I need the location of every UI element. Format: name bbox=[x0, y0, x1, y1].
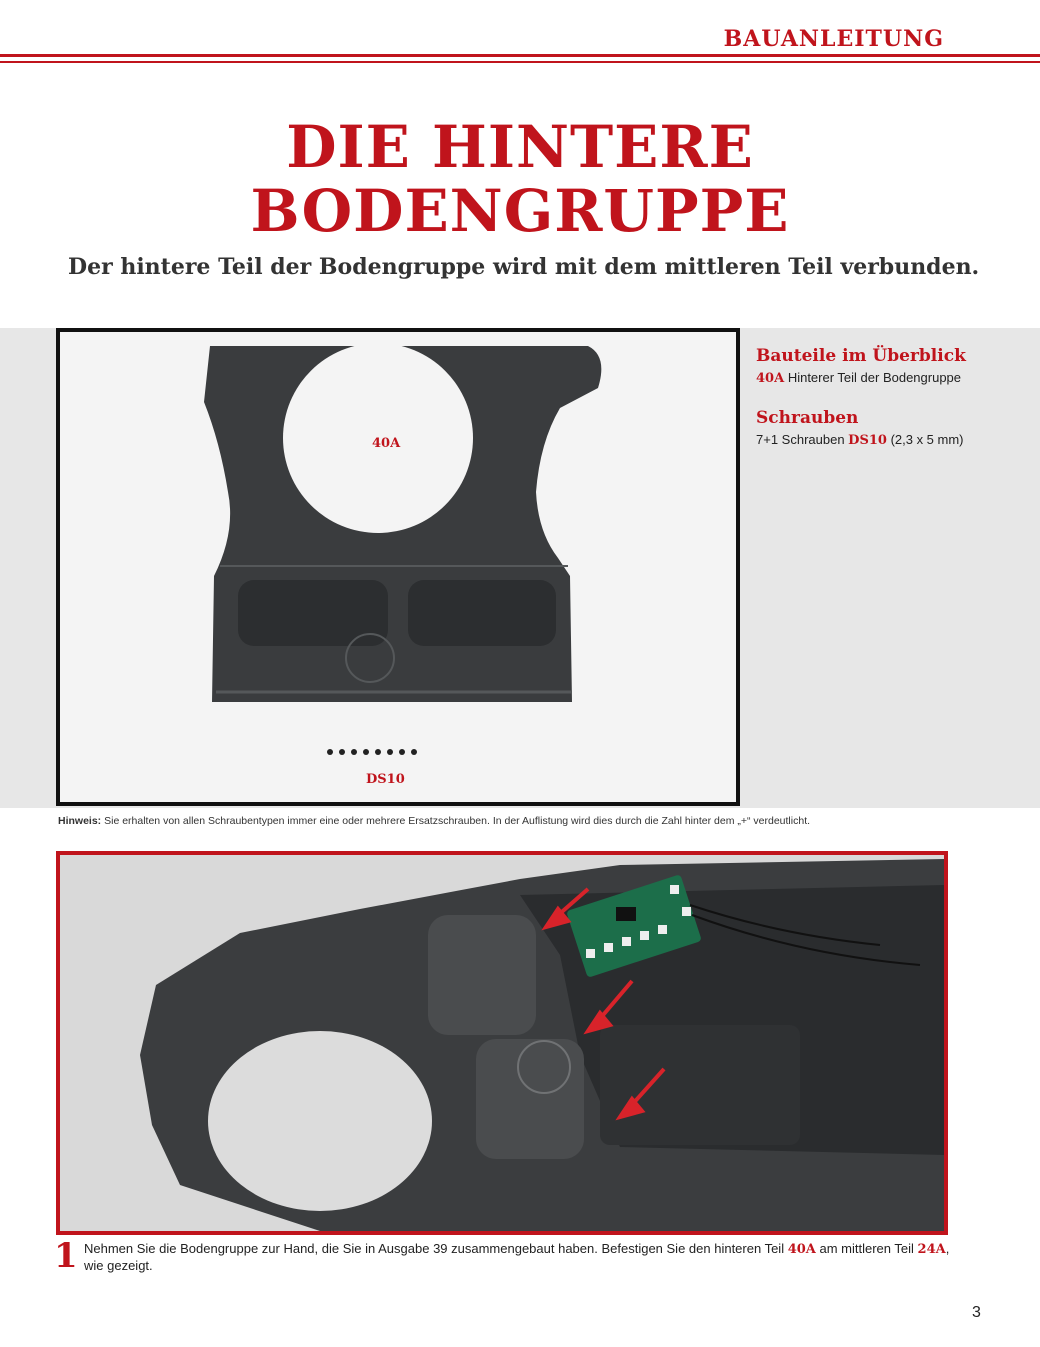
step-text-a: Nehmen Sie die Bodengruppe zur Hand, die Sie in Ausgabe 39 zusammengebaut haben. Befestigen Sie den hinteren Teil bbox=[84, 1241, 788, 1256]
hint-text: Sie erhalten von allen Schraubentypen immer eine oder mehrere Ersatzschrauben. In der Auflistung wird dies durch die Zahl hinter dem „+“ verdeutlicht. bbox=[104, 815, 811, 827]
parts-overview-item bbox=[756, 370, 1026, 386]
step-text-b: am mittleren Teil bbox=[815, 1241, 918, 1256]
step-code-24a: 24A bbox=[917, 1242, 946, 1257]
page-subtitle: Der hintere Teil der Bodengruppe wird mit dem mittleren Teil verbunden. bbox=[68, 254, 980, 280]
step-1-photo bbox=[56, 851, 948, 1235]
assembly-illustration bbox=[60, 855, 944, 1231]
part-description: Hinterer Teil der Bodengruppe bbox=[787, 370, 962, 385]
section-label: BAUANLEITUNG bbox=[723, 26, 944, 52]
step-text-c: , wie gezeigt. bbox=[84, 1241, 950, 1273]
screws-code: DS10 bbox=[848, 433, 887, 448]
header-rule-bottom bbox=[0, 61, 1040, 63]
page-title-line-1: DIE HINTERE bbox=[286, 113, 754, 181]
step-code-40a: 40A bbox=[787, 1242, 816, 1257]
part-code: 40A bbox=[756, 371, 785, 386]
screw-group-ds10 bbox=[327, 749, 417, 755]
screws-size: (2,3 x 5 mm) bbox=[890, 432, 964, 447]
screws-heading: Schrauben bbox=[756, 408, 859, 428]
step-number: 1 bbox=[54, 1236, 78, 1276]
screws-count: 7+1 Schrauben bbox=[756, 432, 845, 447]
page-number: 3 bbox=[972, 1304, 981, 1321]
hint-label: Hinweis: bbox=[58, 815, 102, 827]
parts-photo bbox=[56, 328, 740, 806]
part-label-40a: 40A bbox=[372, 436, 401, 451]
page-title-line-2: BODENGRUPPE bbox=[250, 177, 790, 245]
screws-item bbox=[756, 432, 1026, 448]
step-1-instruction bbox=[84, 1241, 964, 1274]
screw-label-ds10: DS10 bbox=[366, 772, 405, 787]
hint-note bbox=[58, 815, 810, 827]
parts-overview-heading: Bauteile im Überblick bbox=[756, 346, 966, 366]
header-rule-top bbox=[0, 54, 1040, 57]
floor-panel-40a-illustration bbox=[60, 332, 736, 802]
parts-sidebar bbox=[756, 346, 1026, 448]
